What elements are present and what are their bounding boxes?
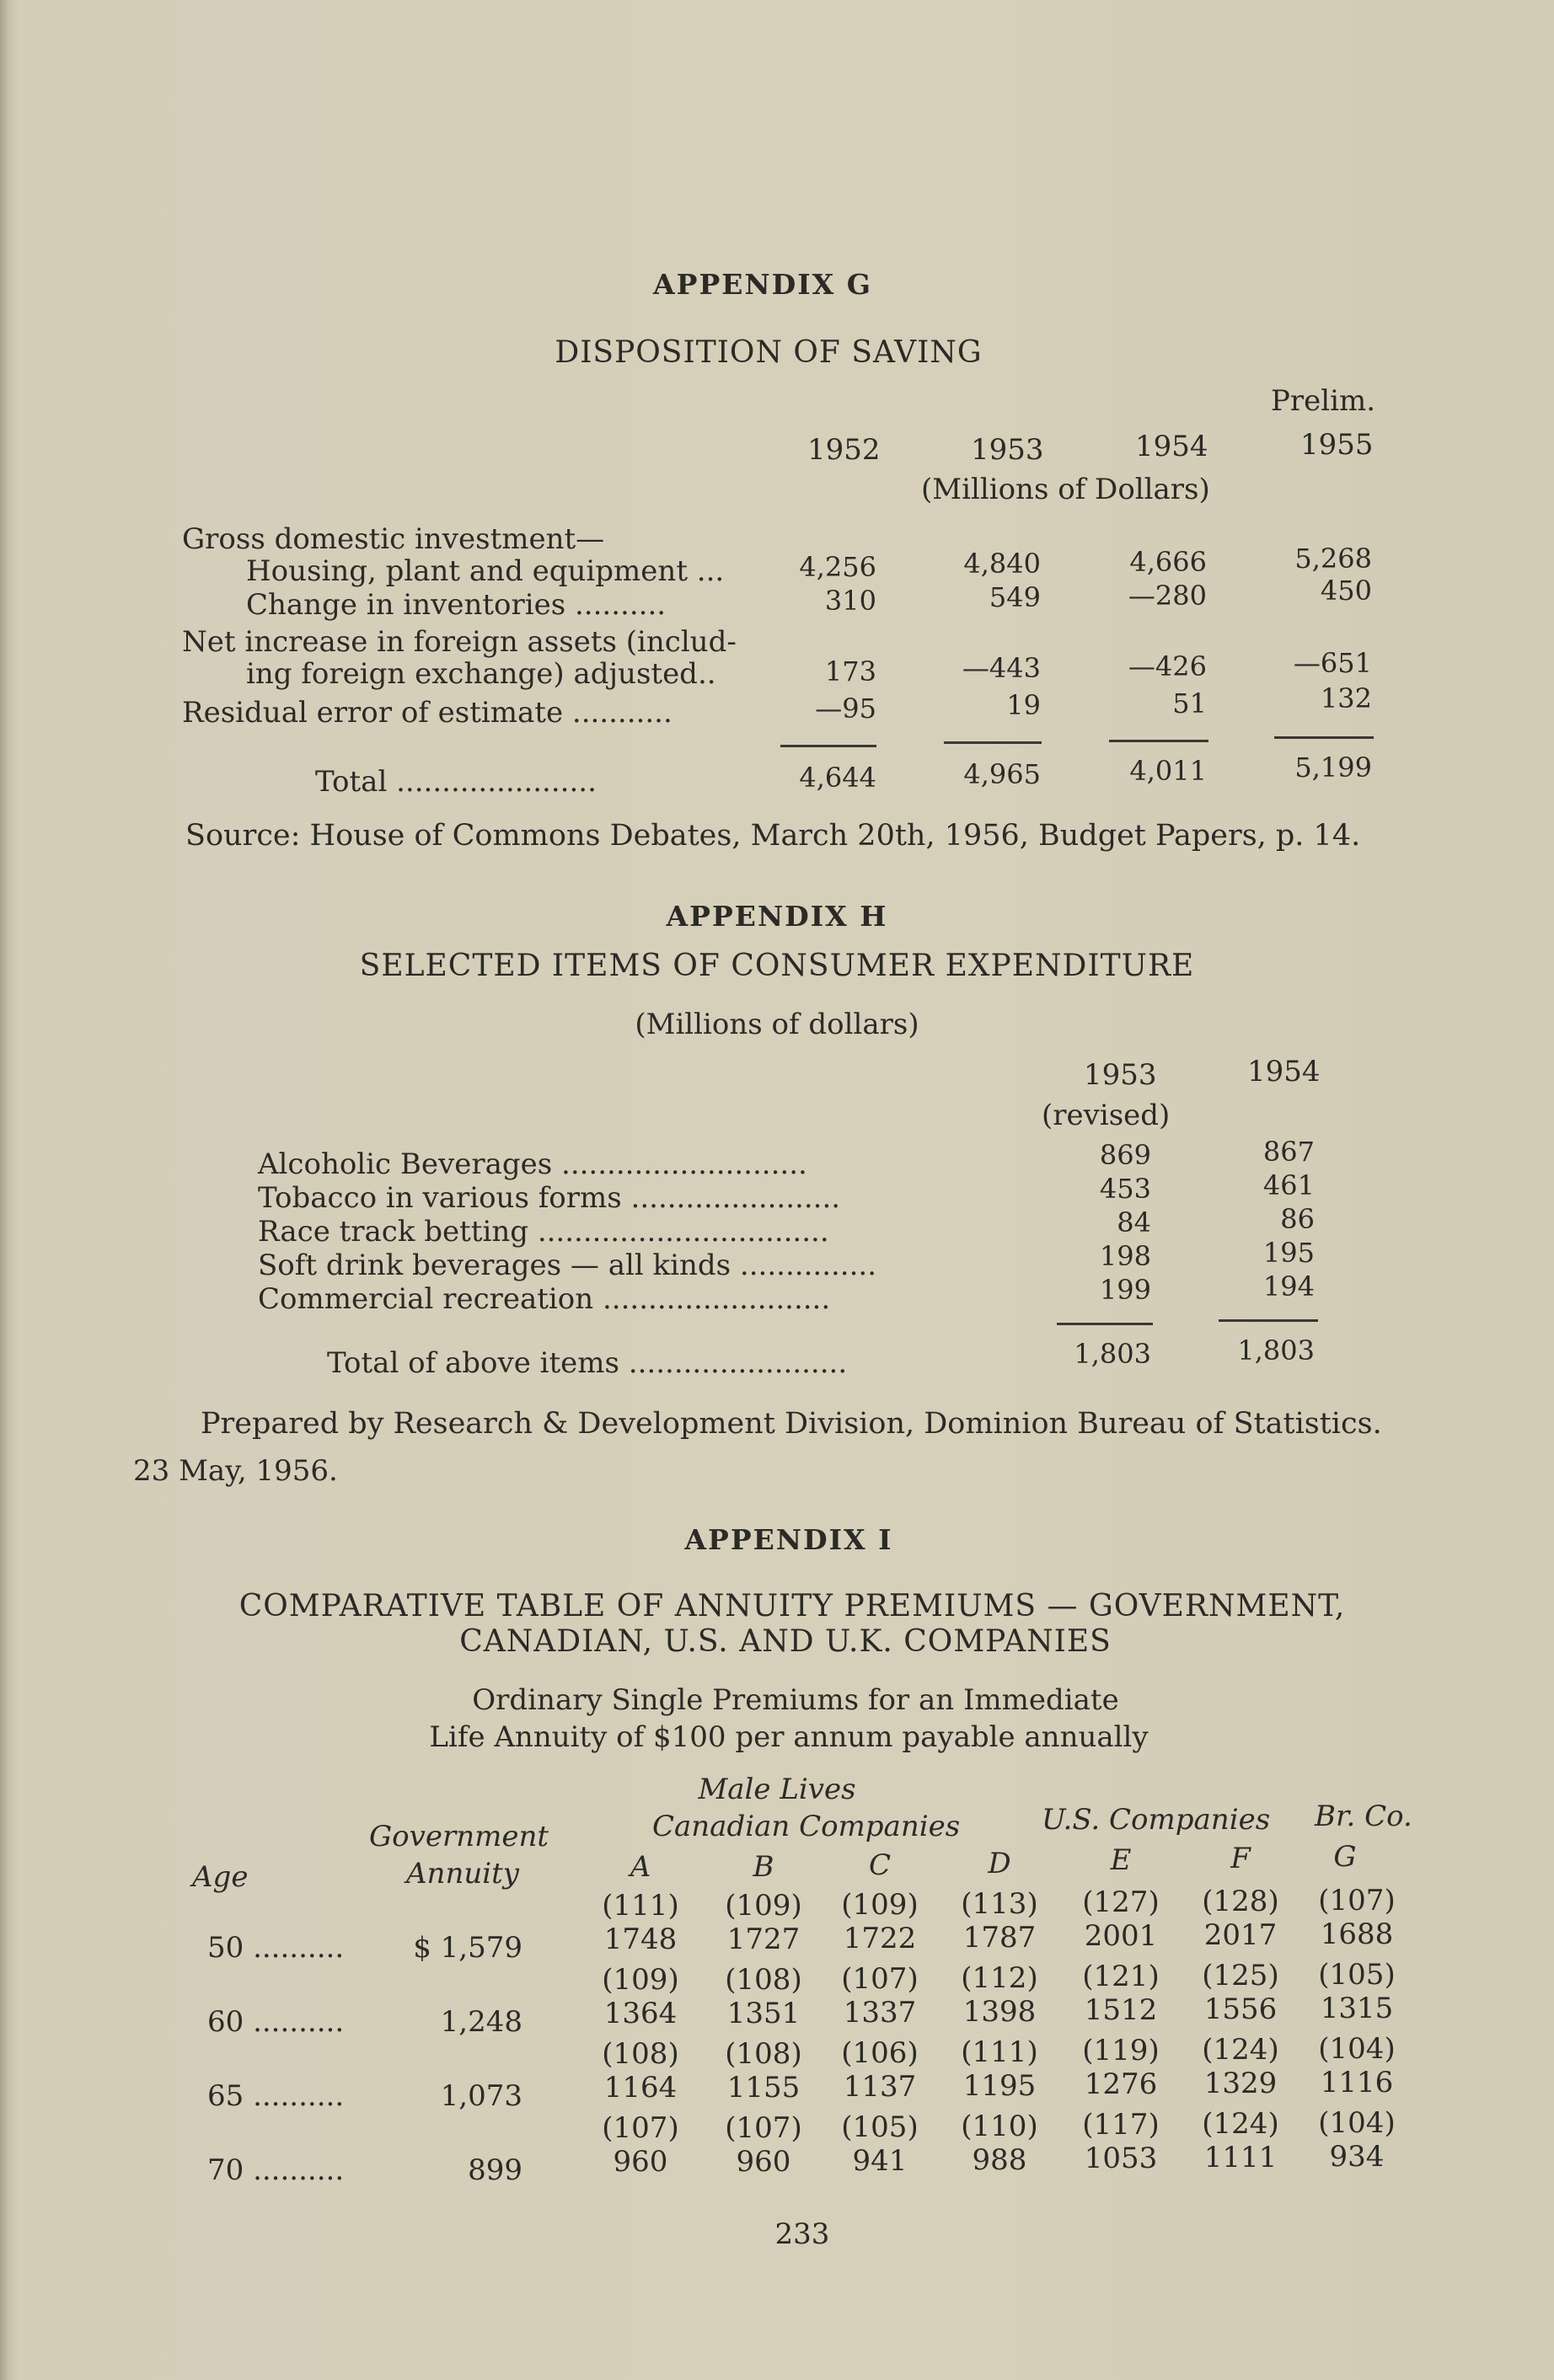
appendix-i-heading: APPENDIX I (684, 1523, 893, 1556)
row-label: Housing, plant and equipment ... (246, 554, 725, 588)
premium-index-cell: (121) (1082, 1960, 1160, 1993)
value-cell: 194 (1262, 1270, 1315, 1302)
premium-index-cell: (119) (1082, 2034, 1160, 2067)
appendix-h-title: SELECTED ITEMS OF CONSUMER EXPENDITURE (359, 949, 1195, 983)
value-cell: 51 (1172, 687, 1207, 719)
government-label: Government (369, 1820, 549, 1853)
value-cell: 4,666 (1129, 546, 1207, 578)
prepared-date: 23 May, 1956. (133, 1454, 338, 1488)
premium-index-cell: (107) (1318, 1884, 1396, 1917)
value-cell: 199 (1099, 1274, 1151, 1306)
value-cell: 173 (824, 655, 876, 687)
premium-index-cell: (107) (602, 2111, 679, 2145)
column-letter: C (868, 1848, 892, 1882)
total-label: Total ...................... (315, 765, 597, 799)
premium-value-cell: 1351 (726, 1997, 801, 2030)
value-cell: —280 (1128, 580, 1207, 612)
government-annuity-cell: 1,073 (440, 2079, 522, 2113)
premium-value-cell: 960 (736, 2145, 791, 2179)
premium-value-cell: 941 (852, 2144, 908, 2178)
premium-index-cell: (107) (725, 2111, 802, 2145)
column-letter: A (630, 1850, 651, 1884)
total-value: 1,803 (1074, 1338, 1151, 1370)
year-1952: 1952 (807, 433, 881, 467)
premium-value-cell: 1195 (962, 2069, 1037, 2103)
total-rule (1057, 1323, 1153, 1325)
premium-value-cell: 1329 (1203, 2067, 1278, 2100)
government-annuity-cell: 1,248 (440, 2005, 522, 2039)
row-label: Tobacco in various forms ....................... (258, 1181, 841, 1215)
value-cell: —443 (962, 652, 1041, 684)
premium-index-cell: (124) (1202, 2033, 1279, 2067)
premium-value-cell: 1722 (843, 1922, 917, 1955)
total-rule (1274, 736, 1374, 739)
premium-value-cell: 1512 (1084, 1993, 1158, 2027)
total-value: 1,803 (1237, 1334, 1315, 1366)
value-cell: 84 (1117, 1206, 1151, 1238)
premium-index-cell: (113) (961, 1887, 1038, 1921)
premium-index-cell: (107) (841, 1962, 919, 1996)
premium-index-cell: (108) (602, 2037, 679, 2071)
premium-index-cell: (109) (841, 1888, 919, 1922)
premium-index-cell: (128) (1202, 1885, 1279, 1918)
premium-index-cell: (106) (841, 2036, 919, 2070)
prelim-label: Prelim. (1271, 384, 1376, 418)
appendix-g-title: DISPOSITION OF SAVING (555, 335, 983, 370)
premium-value-cell: 1111 (1203, 2141, 1278, 2174)
us-companies-label: U.S. Companies (1042, 1803, 1271, 1837)
premium-index-cell: (125) (1202, 1959, 1279, 1992)
row-label: Alcoholic Beverages ........................... (258, 1147, 807, 1181)
row-label: Net increase in foreign assets (includ- (182, 625, 737, 659)
row-label: Race track betting ................................ (258, 1215, 829, 1249)
age-cell: 70 .......... (207, 2153, 345, 2187)
value-cell: —426 (1128, 650, 1207, 682)
premium-value-cell: 1787 (962, 1921, 1037, 1955)
premium-index-cell: (108) (725, 1963, 802, 1997)
premium-value-cell: 1556 (1203, 1992, 1278, 2026)
column-letter: B (753, 1850, 774, 1884)
appendix-i-title-line1: COMPARATIVE TABLE OF ANNUITY PREMIUMS — GOVERNMENT, (238, 1589, 1346, 1623)
row-label: Change in inventories .......... (246, 588, 667, 622)
premium-value-cell: 1315 (1320, 1992, 1394, 2025)
premium-value-cell: 1727 (726, 1923, 801, 1956)
value-cell: 867 (1262, 1136, 1315, 1168)
premium-value-cell: 988 (972, 2143, 1027, 2177)
premium-value-cell: 1337 (843, 1996, 917, 2030)
premium-value-cell: 2001 (1084, 1919, 1158, 1953)
year-1954: 1954 (1247, 1055, 1321, 1088)
premium-index-cell: (108) (725, 2037, 802, 2071)
group-label: Gross domestic investment— (182, 522, 605, 556)
column-letter: G (1333, 1840, 1357, 1874)
page-number: 233 (774, 2217, 830, 2251)
age-cell: 50 .......... (207, 1931, 345, 1965)
value-cell: 4,256 (799, 551, 876, 583)
premium-value-cell: 1748 (603, 1923, 678, 1956)
year-1955: 1955 (1300, 428, 1374, 462)
premium-value-cell: 1364 (603, 1997, 678, 2030)
total-rule (780, 745, 876, 747)
premium-value-cell: 1688 (1320, 1917, 1394, 1951)
year-1954: 1954 (1135, 430, 1208, 463)
year-1953: 1953 (1084, 1058, 1157, 1092)
value-cell: 19 (1006, 689, 1041, 721)
value-cell: —95 (815, 693, 876, 725)
appendix-i-subtitle-line1: Ordinary Single Premiums for an Immediate (472, 1683, 1119, 1717)
revised-label: (revised) (1042, 1099, 1171, 1132)
year-1953: 1953 (971, 433, 1044, 467)
value-cell: 450 (1320, 575, 1372, 607)
row-label: ing foreign exchange) adjusted.. (246, 657, 716, 691)
value-cell: 4,840 (963, 548, 1041, 580)
premium-value-cell: 1398 (962, 1995, 1037, 2029)
total-value: 4,644 (799, 762, 876, 794)
value-cell: 86 (1280, 1203, 1315, 1235)
column-letter: D (988, 1847, 1011, 1880)
column-letter: E (1110, 1843, 1132, 1877)
total-label: Total of above items ........................ (327, 1346, 848, 1380)
age-cell: 65 .......... (207, 2079, 345, 2113)
appendix-i-title-line2: CANADIAN, U.S. AND U.K. COMPANIES (459, 1624, 1112, 1659)
premium-value-cell: 1164 (603, 2071, 678, 2105)
total-rule (1219, 1319, 1318, 1322)
premium-value-cell: 1155 (726, 2071, 801, 2105)
row-label: Commercial recreation ......................... (258, 1282, 831, 1316)
premium-index-cell: (124) (1202, 2107, 1279, 2141)
premium-index-cell: (104) (1318, 2032, 1396, 2066)
br-co-label: Br. Co. (1315, 1800, 1412, 1833)
premium-value-cell: 1053 (1084, 2142, 1158, 2175)
age-cell: 60 .......... (207, 2005, 345, 2039)
total-value: 5,199 (1294, 751, 1372, 784)
units-label: (Millions of Dollars) (921, 473, 1210, 506)
premium-value-cell: 2017 (1203, 1918, 1278, 1952)
appendix-i-subtitle-line2: Life Annuity of $100 per annum payable annually (429, 1720, 1149, 1754)
prepared-note: Prepared by Research & Development Division, Dominion Bureau of Statistics. (201, 1407, 1382, 1441)
source-note: Source: House of Commons Debates, March 20th, 1956, Budget Papers, p. 14. (185, 819, 1361, 853)
value-cell: 198 (1099, 1240, 1151, 1272)
premium-index-cell: (110) (961, 2110, 1038, 2143)
premium-value-cell: 1137 (843, 2070, 917, 2104)
canadian-companies-label: Canadian Companies (652, 1810, 961, 1843)
premium-index-cell: (111) (961, 2035, 1038, 2069)
appendix-g-heading: APPENDIX G (653, 268, 872, 301)
row-label: Residual error of estimate ........... (182, 696, 673, 730)
premium-index-cell: (111) (602, 1889, 679, 1923)
premium-index-cell: (109) (725, 1889, 802, 1923)
value-cell: 132 (1320, 682, 1372, 714)
value-cell: 195 (1262, 1237, 1315, 1269)
premium-index-cell: (117) (1082, 2108, 1160, 2142)
premium-index-cell: (105) (1318, 1958, 1396, 1992)
government-annuity-cell: $ 1,579 (413, 1931, 522, 1965)
appendix-h-heading: APPENDIX H (666, 900, 888, 933)
premium-value-cell: 934 (1329, 2140, 1385, 2174)
premium-index-cell: (127) (1082, 1885, 1160, 1919)
premium-index-cell: (104) (1318, 2106, 1396, 2140)
value-cell: 310 (824, 585, 876, 617)
premium-value-cell: 1116 (1320, 2066, 1394, 2099)
age-label: Age (192, 1860, 249, 1894)
column-letter: F (1230, 1842, 1251, 1875)
total-rule (944, 741, 1042, 744)
total-value: 4,965 (963, 758, 1041, 790)
value-cell: 5,268 (1294, 543, 1372, 575)
row-label: Soft drink beverages — all kinds ............... (258, 1249, 877, 1282)
total-value: 4,011 (1129, 755, 1207, 787)
government-annuity-cell: 899 (468, 2153, 522, 2187)
value-cell: 869 (1099, 1139, 1151, 1171)
premium-index-cell: (109) (602, 1963, 679, 1997)
male-lives-label: Male Lives (698, 1773, 856, 1806)
value-cell: 461 (1262, 1169, 1315, 1201)
premium-index-cell: (105) (841, 2110, 919, 2144)
appendix-h-units: (Millions of dollars) (635, 1008, 919, 1041)
annuity-label: Annuity (406, 1857, 519, 1891)
value-cell: 453 (1099, 1173, 1151, 1205)
premium-index-cell: (112) (961, 1961, 1038, 1995)
total-rule (1109, 740, 1208, 742)
premium-value-cell: 960 (613, 2145, 668, 2179)
premium-value-cell: 1276 (1084, 2067, 1158, 2101)
value-cell: —651 (1293, 647, 1372, 679)
value-cell: 549 (989, 581, 1041, 613)
